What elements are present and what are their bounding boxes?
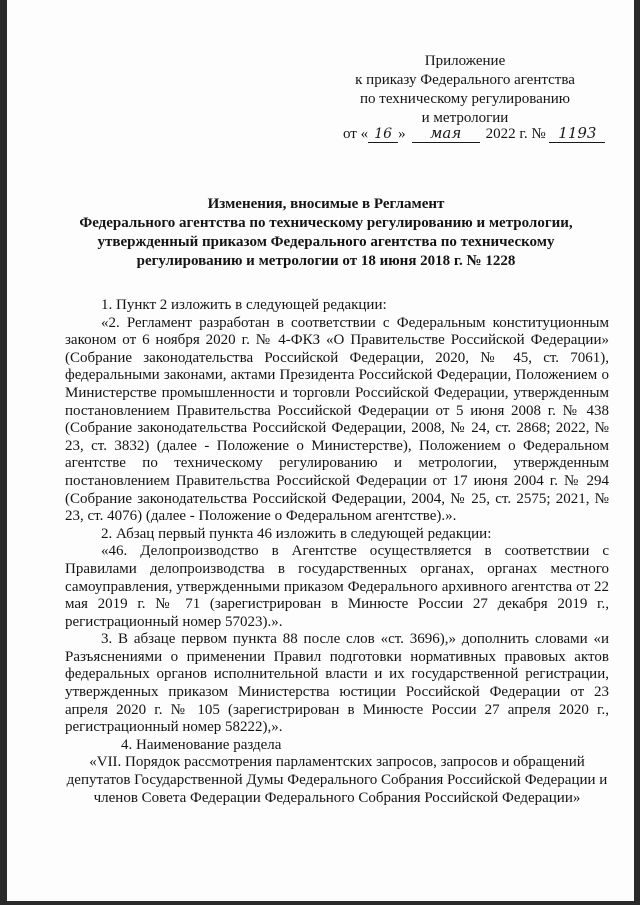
scan-border-bottom (0, 901, 640, 905)
approval-line-1: Приложение (424, 53, 506, 69)
order-date-line (343, 124, 605, 143)
paragraph-6: 4. Наименование раздела (121, 736, 282, 753)
paragraph-2: «2. Регламент разработан в соответствии с Федеральным конституционным законом от 6 ноября 2020 г. № 4-ФКЗ «О Правительстве Российской Федерации» (Собрание законодательства Российской Федерации, 2020, № 45, ст. 7061), федеральными законами, актами Президента Российской Федерации, Положением о Министерстве промышленности и торговли Российской Федерации, утвержденным постановлением Правительства Российской Федерации от 5 июня 2008 г. № 438 (Собрание законодательства Российской Федерации, 2008, № 24, ст. 2868; 2022, № 23, ст. 3832) (далее - Положение о Министерстве), Положением о Федеральном агентстве по техническому регулированию и метрологии, утвержденным постановлением Правительства Российской Федерации от 17 июня 2004 г. № 294 (Собрание законодательства Российской Федерации, 2004, № 25, ст. 2575; 2021, № 23, ст. 4076) (далее - Положение о Федеральном агентстве).». (65, 314, 609, 525)
title-line-4: регулированию и метрологии от 18 июня 2018 г. № 1228 (136, 253, 516, 269)
date-year: 2022 г. № (485, 126, 546, 142)
approval-line-3: по техническому регулированию (359, 91, 571, 107)
approval-line-2: к приказу Федерального агентства (355, 72, 575, 88)
document-title (40, 195, 612, 271)
date-mid: » (398, 126, 406, 142)
handwritten-day: 16 (368, 126, 398, 143)
paragraph-1: 1. Пункт 2 изложить в следующей редакции: (101, 297, 387, 313)
title-line-1: Изменения, вносимые в Регламент (207, 196, 445, 212)
approval-block (330, 52, 600, 128)
date-prefix: от « (343, 126, 369, 142)
paragraph-5: 3. В абзаце первом пункта 88 после слов «ст. 3696),» дополнить словами «и Разъяснениями о применении Правил подготовки нормативных правовых актов федеральных органов исполнительной власти и их государственной регистрации, утвержденных приказом Министерства юстиции Российской Федерации от 23 апреля 2020 г. № 105 (зарегистрирован в Минюсте России 27 апреля 2020 г., регистрационный номер 58222),». (65, 631, 609, 736)
scan-border-right (634, 0, 640, 905)
paragraph-4: «46. Делопроизводство в Агентстве осуществляется в соответствии с Правилами делопроизводства в государственных органах, органах местного самоуправления, утвержденными приказом Федерального архивного агентства от 22 мая 2019 г. № 71 (зарегистрирован в Минюсте России 27 декабря 2019 г., регистрационный номер 57023).». (65, 543, 609, 630)
title-line-3: утвержденный приказом Федерального агентства по техническому (97, 234, 555, 250)
handwritten-month: мая (412, 124, 480, 143)
handwritten-order-number: 1193 (549, 124, 605, 143)
title-line-2: Федерального агентства по техническому регулированию и метрологии, (79, 215, 573, 231)
paragraph-7-section-name: «VII. Порядок рассмотрения парламентских запросов, запросов и обращений депутатов Государственной Думы Федерального Собрания Российской Федерации и членов Совета Федерации Федерального Собрания Российской Федерации» (66, 754, 608, 806)
paragraph-3: 2. Абзац первый пункта 46 изложить в следующей редакции: (101, 525, 492, 542)
scan-border-left (0, 0, 7, 905)
document-body (65, 297, 609, 807)
approval-line-4: и метрологии (421, 110, 509, 126)
